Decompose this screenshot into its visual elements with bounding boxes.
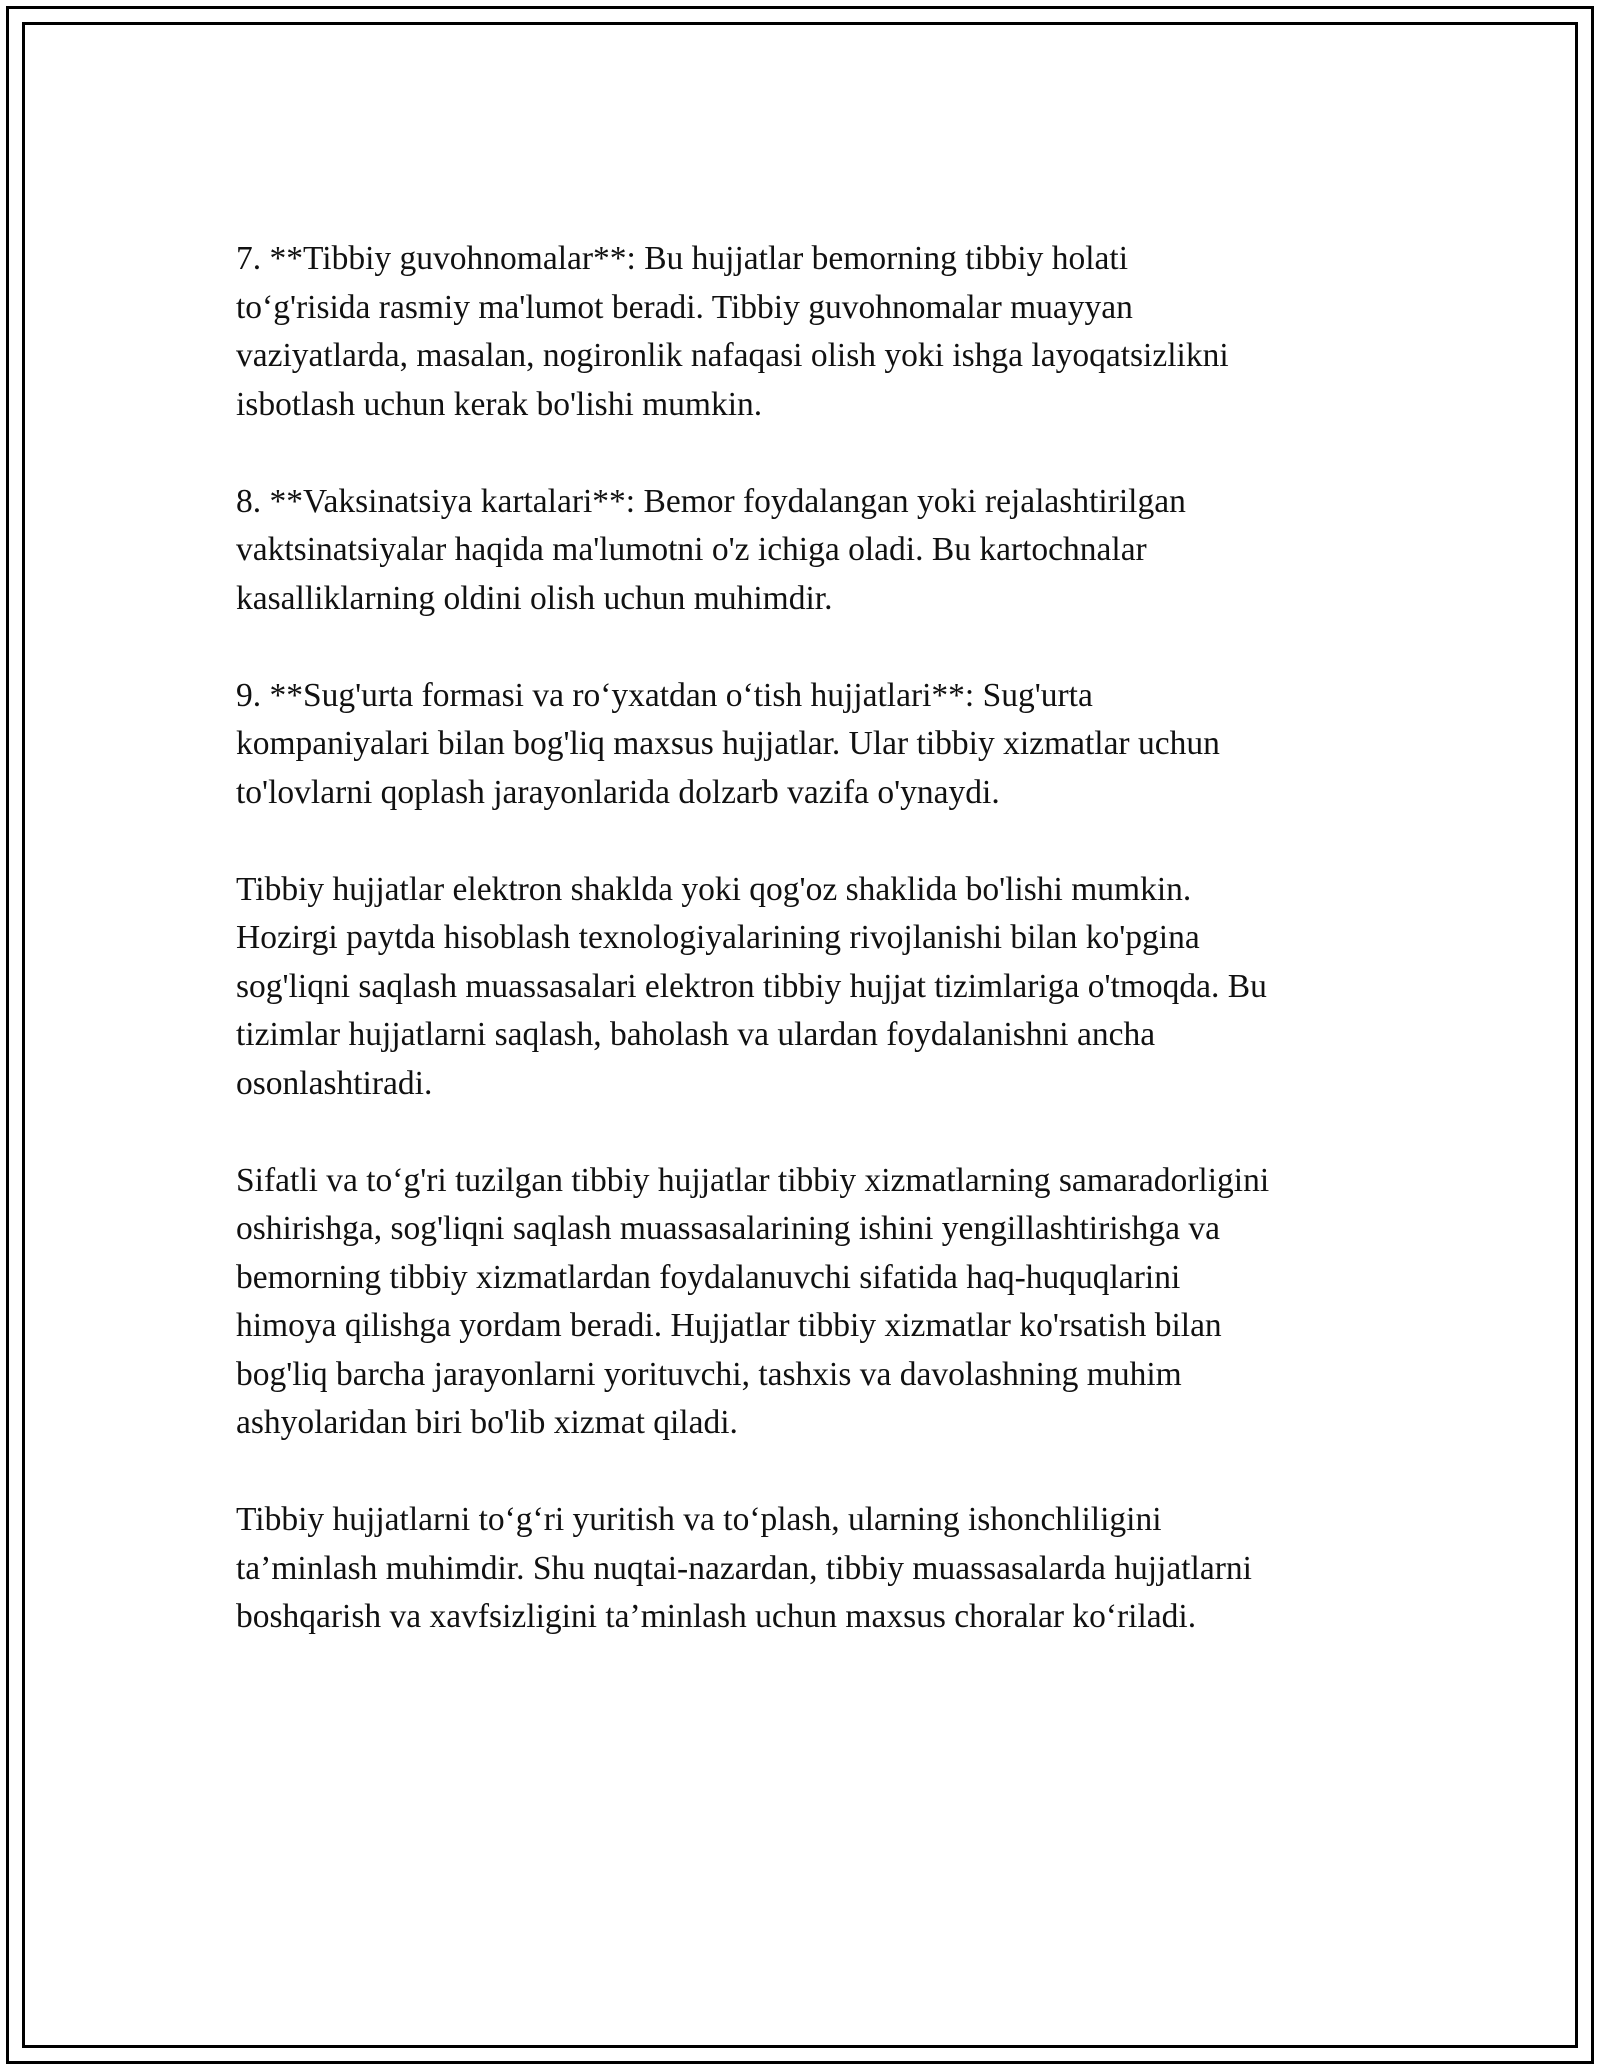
text-line: bog'liq barcha jarayonlarni yorituvchi, tashxis va davolashning muhim (236, 1355, 1182, 1393)
text-line: to'lovlarni qoplash jarayonlarida dolzarb vazifa o'ynaydi. (236, 773, 1000, 811)
text-line: Tibbiy hujjatlar elektron shaklda yoki qog'oz shaklida bo'lishi mumkin. (236, 870, 1192, 908)
text-line: kompaniyalari bilan bog'liq maxsus hujjatlar. Ular tibbiy xizmatlar uchun (236, 725, 1220, 762)
text-line: oshirishga, sog'liqni saqlash muassasalarining ishini yengillashtirishga va (236, 1210, 1220, 1247)
text-line: sog'liqni saqlash muassasalari elektron tibbiy hujjat tizimlariga o'tmoqda. Bu (236, 967, 1267, 1005)
document-body (236, 235, 1396, 1690)
text-line: vaziyatlarda, masalan, nogironlik nafaqasi olish yoki ishga layoqatsizlikni (236, 337, 1229, 374)
paragraph-electronic-documents (236, 866, 1396, 1109)
text-line: ta’minlash muhimdir. Shu nuqtai-nazardan, tibbiy muassasalarda hujjatlarni (236, 1549, 1252, 1587)
text-line: Hozirgi paytda hisoblash texnologiyalarining rivojlanishi bilan ko'pgina (236, 919, 1200, 956)
paragraph-medical-certificates (236, 235, 1396, 429)
text-line: bemorning tibbiy xizmatlardan foydalanuvchi sifatida haq-huquqlarini (236, 1258, 1181, 1296)
text-line: to‘g'risida rasmiy ma'lumot beradi. Tibbiy guvohnomalar muayyan (236, 288, 1133, 326)
text-line: vaktsinatsiyalar haqida ma'lumotni o'z ichiga oladi. Bu kartochnalar (236, 531, 1147, 568)
text-line: isbotlash uchun kerak bo'lishi mumkin. (236, 385, 763, 423)
paragraph-vaccination-cards (236, 478, 1396, 624)
text-line: Tibbiy hujjatlarni to‘g‘ri yuritish va to‘plash, ularning ishonchliligini (236, 1501, 1162, 1538)
text-line: 8. **Vaksinatsiya kartalari**: Bemor foydalangan yoki rejalashtirilgan (236, 482, 1186, 520)
text-line: 9. **Sug'urta formasi va ro‘yxatdan o‘tish hujjatlari**: Sug'urta (236, 676, 1093, 714)
text-line: kasalliklarning oldini olish uchun muhimdir. (236, 579, 833, 617)
text-line: 7. **Tibbiy guvohnomalar**: Bu hujjatlar bemorning tibbiy holati (236, 240, 1129, 277)
text-line: osonlashtiradi. (236, 1064, 433, 1102)
paragraph-insurance-forms (236, 672, 1396, 818)
paragraph-quality-documents (236, 1157, 1396, 1448)
text-line: himoya qilishga yordam beradi. Hujjatlar tibbiy xizmatlar ko'rsatish bilan (236, 1307, 1222, 1344)
text-line: ashyolaridan biri bo'lib xizmat qiladi. (236, 1404, 738, 1441)
text-line: Sifatli va to‘g'ri tuzilgan tibbiy hujjatlar tibbiy xizmatlarning samaradorligini (236, 1161, 1270, 1199)
text-line: boshqarish va xavfsizligini ta’minlash uchun maxsus choralar ko‘riladi. (236, 1598, 1197, 1635)
text-line: tizimlar hujjatlarni saqlash, baholash va ulardan foydalanishni ancha (236, 1016, 1156, 1053)
paragraph-document-management (236, 1496, 1396, 1642)
